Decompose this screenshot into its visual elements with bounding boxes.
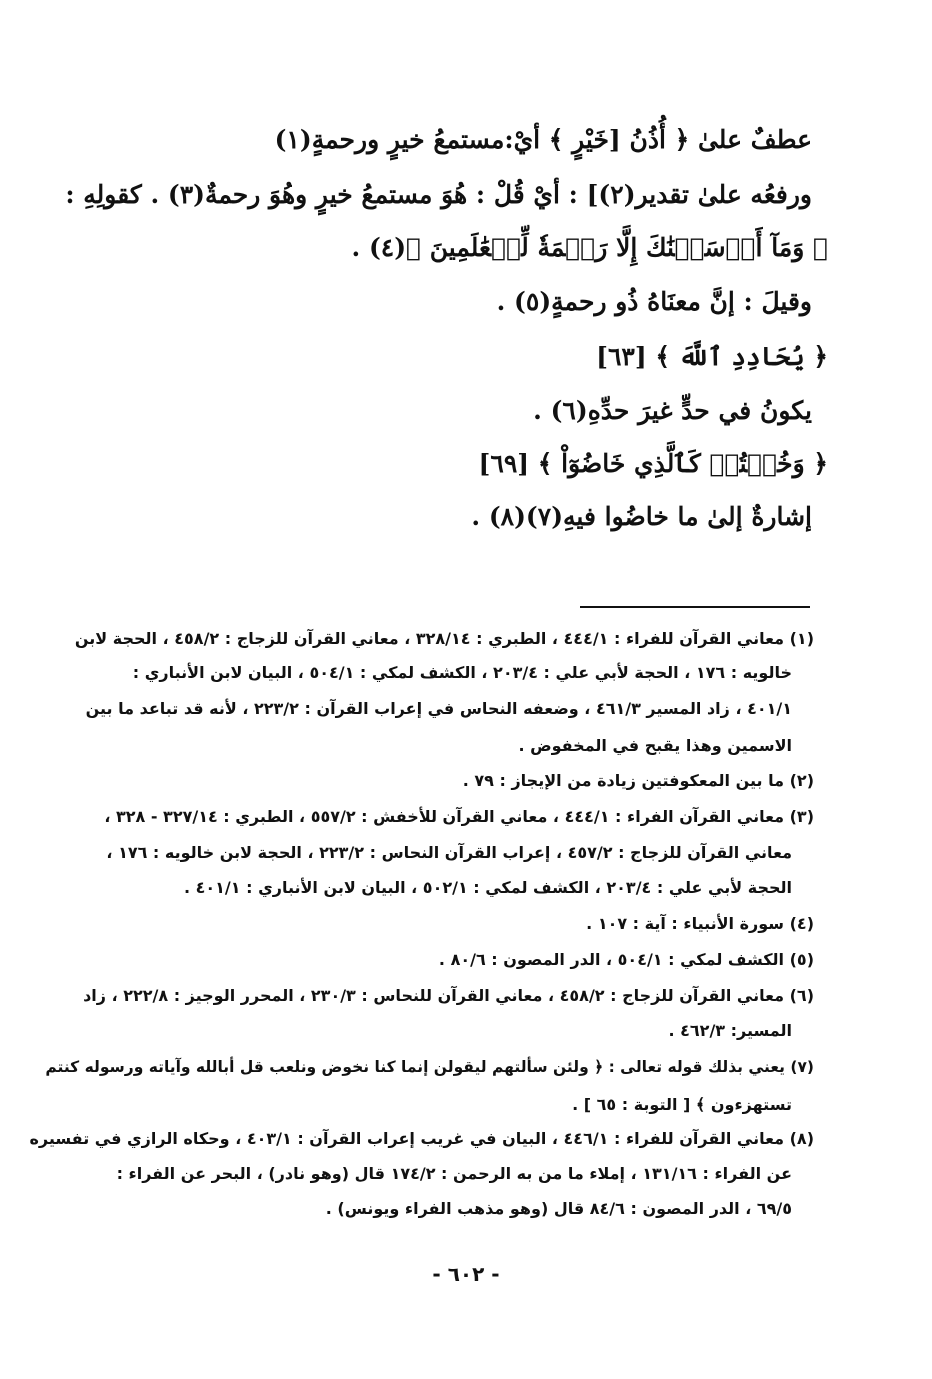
footnote-line: (٨) معاني القرآن للفراء : ٤٤٦/١ ، البيان في غريب إعراب القرآن : ٤٠٣/١ ، وحكاه الرازي في تفسيره — [29, 1129, 814, 1148]
main-text-line: عطفٌ علىٰ ﴿ أُذُنُ [خَيْرٍ ﴾ أيْ:مستمعُ خيرٍ ورحمةٍ(١) — [274, 125, 812, 154]
page-number: - ٦٠٢ - — [432, 1262, 500, 1286]
footnote-line: (٤) سورة الأنبياء : آية : ١٠٧ . — [586, 914, 814, 933]
footnote-line: الحجة لأبي علي : ٢٠٣/٤ ، الكشف لمكي : ٥٠٢/١ ، البيان لابن الأنباري : ٤٠١/١ . — [183, 878, 792, 897]
footnote-line: تستهزءون ﴾ [ التوبة : ٦٥ ] . — [572, 1095, 792, 1114]
footnote-line: المسير: ٤٦٢/٣ . — [668, 1021, 792, 1040]
footnote-line: (٦) معاني القرآن للزجاج : ٤٥٨/٢ ، معاني القرآن للنحاس : ٢٣٠/٣ ، المحرر الوجيز : ٢٢٢/٨ ، زاد — [83, 986, 814, 1005]
footnote-line: (١) معاني القرآن للفراء : ٤٤٤/١ ، الطبري : ٣٢٨/١٤ ، معاني القرآن للزجاج : ٤٥٨/٢ ، الحجة لابن — [74, 629, 814, 648]
footnote-line: معاني القرآن للزجاج : ٤٥٧/٢ ، إعراب القرآن النحاس : ٢٢٣/٢ ، الحجة لابن خالويه : ١٧٦ ، — [106, 843, 792, 862]
footnote-line: (٥) الكشف لمكي : ٥٠٤/١ ، الدر المصون : ٨٠/٦ . — [438, 950, 814, 969]
footnote-divider — [580, 606, 810, 608]
footnote-line: عن الفراء : ١٣١/١٦ ، إملاء ما من به الرحمن : ١٧٤/٢ قال (وهو نادر) ، البحر عن الفراء : — [116, 1164, 792, 1183]
quran-verse-line: ﴿ يُحَادِدِ ٱللَّهَ ﴾ [٦٣] — [596, 342, 828, 371]
main-text-line: ورفعُه علىٰ تقدير(٢)] : أيْ قُلْ : هُوَ مستمعُ خيرٍ وهُوَ رحمةٌ(٣) . كقولِهِ : — [65, 180, 812, 209]
footnote-line: (٣) معاني القرآن الفراء : ٤٤٤/١ ، معاني القرآن للأخفش : ٥٥٧/٢ ، الطبري : ٣٢٧/١٤ - ٣٢٨ ، — [104, 807, 814, 826]
footnote-line: ٤٠١/١ ، زاد المسير ٤٦١/٣ ، وضعفه النحاس في إعراب القرآن : ٢٢٣/٢ ، لأنه قد تباعد ما بين — [85, 699, 792, 718]
quran-verse-line: ﴿ وَمَآ أَرۡسَلۡنَٰكَ إِلَّا رَحۡمَةٗ لِّلۡعَٰلَمِينَ ﴾(٤) . — [351, 233, 828, 262]
footnote-line: الاسمين وهذا يقبح في المخفوض . — [518, 736, 792, 755]
quran-verse-line: ﴿ وَخُضۡتُمۡ كَٱلَّذِي خَاضُوٓاْ ﴾ [٦٩] — [478, 449, 828, 478]
footnote-line: خالويه : ١٧٦ ، الحجة لأبي علي : ٢٠٣/٤ ، الكشف لمكي : ٥٠٤/١ ، البيان لابن الأنباري : — [132, 663, 792, 682]
footnote-line: (٧) يعني بذلك قوله تعالى : ﴿ ولئن سألتهم ليقولن إنما كنا نخوض ونلعب قل أبالله وآياته ورسوله كنتم — [45, 1058, 814, 1076]
main-text-line: إشارةٌ إلىٰ ما خاضُوا فيهِ(٧)(٨) . — [471, 502, 812, 531]
main-text-line: وقيلَ : إنَّ معنَاهُ ذُو رحمةٍ(٥) . — [496, 287, 812, 316]
footnote-line: ٦٩/٥ ، الدر المصون : ٨٤/٦ قال (وهو مذهب الفراء ويونس) . — [325, 1199, 792, 1218]
footnote-line: (٢) ما بين المعكوفتين زيادة من الإيجاز : ٧٩ . — [462, 771, 814, 790]
main-text-line: يكونُ في حدٍّ غيرَ حدِّهِ(٦) . — [533, 396, 812, 425]
